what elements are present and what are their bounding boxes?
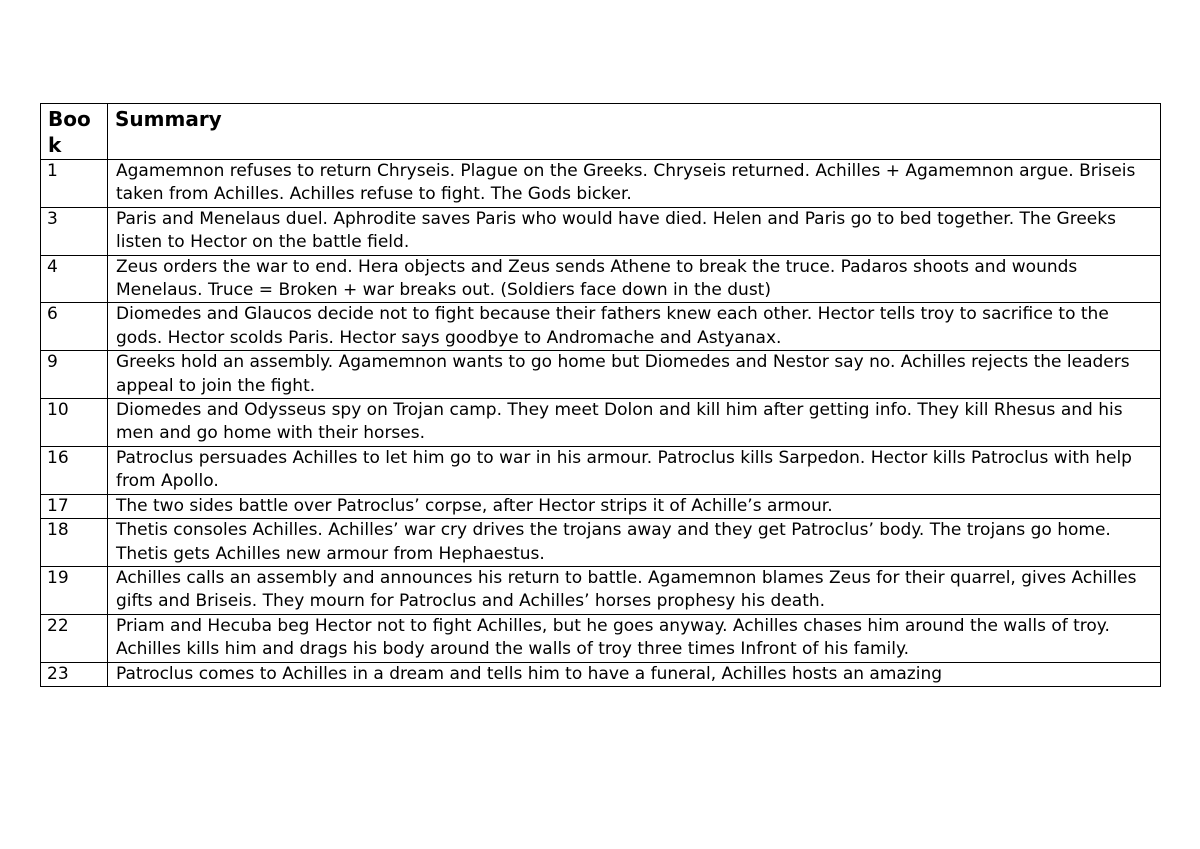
book-number: 3 — [41, 207, 108, 255]
book-number: 9 — [41, 351, 108, 399]
table-row — [41, 160, 1161, 208]
book-number: 6 — [41, 303, 108, 351]
book-summary: Patroclus persuades Achilles to let him go to war in his armour. Patroclus kills Sarpedon. Hector kills Patroclus with help from Apollo. — [108, 446, 1161, 494]
header-summary: Summary — [108, 104, 1161, 160]
table-row — [41, 255, 1161, 303]
table-row — [41, 566, 1161, 614]
table-row — [41, 662, 1161, 686]
table-row — [41, 399, 1161, 447]
book-number: 19 — [41, 566, 108, 614]
table-row — [41, 351, 1161, 399]
book-number: 16 — [41, 446, 108, 494]
book-number: 10 — [41, 399, 108, 447]
book-summary: Thetis consoles Achilles. Achilles’ war cry drives the trojans away and they get Patroclus’ body. The trojans go home. Thetis gets Achilles new armour from Hephaestus. — [108, 519, 1161, 567]
book-summary: Achilles calls an assembly and announces his return to battle. Agamemnon blames Zeus for their quarrel, gives Achilles gifts and Briseis. They mourn for Patroclus and Achilles’ horses prophesy his death. — [108, 566, 1161, 614]
table-row — [41, 207, 1161, 255]
header-book: Book — [41, 104, 108, 160]
book-summary: Priam and Hecuba beg Hector not to fight Achilles, but he goes anyway. Achilles chases him around the walls of troy. Achilles kills him and drags his body around the walls of troy three times Infront of his family. — [108, 614, 1161, 662]
book-summary: Zeus orders the war to end. Hera objects and Zeus sends Athene to break the truce. Padaros shoots and wounds Menelaus. Truce = Broken + war breaks out. (Soldiers face down in the dust) — [108, 255, 1161, 303]
book-summary: The two sides battle over Patroclus’ corpse, after Hector strips it of Achille’s armour. — [108, 494, 1161, 518]
book-summary: Patroclus comes to Achilles in a dream and tells him to have a funeral, Achilles hosts an amazing — [108, 662, 1161, 686]
book-number: 1 — [41, 160, 108, 208]
book-number: 17 — [41, 494, 108, 518]
table-header-row — [41, 104, 1161, 160]
book-summary: Diomedes and Glaucos decide not to fight because their fathers knew each other. Hector tells troy to sacrifice to the gods. Hector scolds Paris. Hector says goodbye to Andromache and Astyanax. — [108, 303, 1161, 351]
book-number: 4 — [41, 255, 108, 303]
book-summary: Paris and Menelaus duel. Aphrodite saves Paris who would have died. Helen and Paris go to bed together. The Greeks listen to Hector on the battle field. — [108, 207, 1161, 255]
book-summary: Agamemnon refuses to return Chryseis. Plague on the Greeks. Chryseis returned. Achilles + Agamemnon argue. Briseis taken from Achilles. Achilles refuse to fight. The Gods bicker. — [108, 160, 1161, 208]
table-row — [41, 494, 1161, 518]
table-row — [41, 303, 1161, 351]
book-summary-table — [40, 103, 1161, 687]
book-summary: Diomedes and Odysseus spy on Trojan camp. They meet Dolon and kill him after getting info. They kill Rhesus and his men and go home with their horses. — [108, 399, 1161, 447]
table-row — [41, 446, 1161, 494]
book-number: 22 — [41, 614, 108, 662]
table-row — [41, 614, 1161, 662]
table-row — [41, 519, 1161, 567]
book-summary: Greeks hold an assembly. Agamemnon wants to go home but Diomedes and Nestor say no. Achilles rejects the leaders appeal to join the fight. — [108, 351, 1161, 399]
book-number: 18 — [41, 519, 108, 567]
book-number: 23 — [41, 662, 108, 686]
